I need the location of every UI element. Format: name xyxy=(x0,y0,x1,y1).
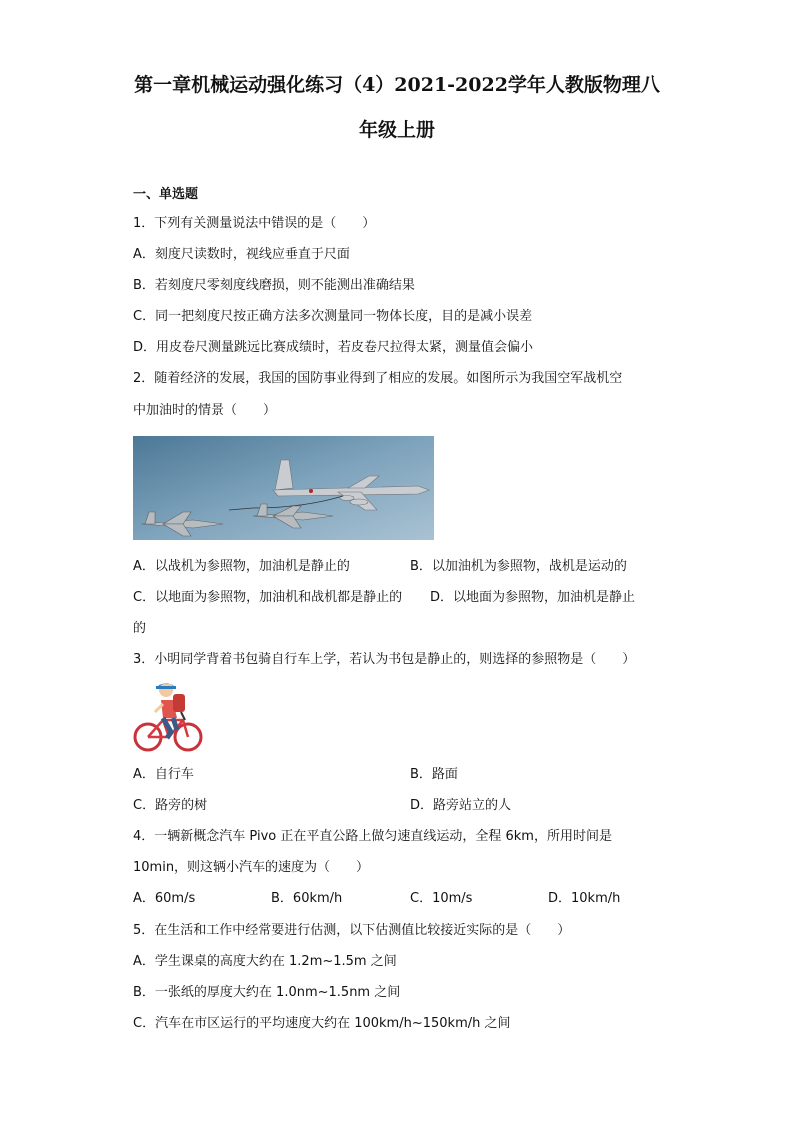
q2-option-a: A．以战机为参照物，加油机是静止的 xyxy=(133,559,350,574)
q2-stem-line2: 中加油时的情景（ ） xyxy=(133,403,277,418)
q2-stem-line1: 2．随着经济的发展，我国的国防事业得到了相应的发展。如图所示为我国空军战机空 xyxy=(133,371,623,386)
q2-option-d-line1: D．以地面为参照物，加油机是静止 xyxy=(430,590,636,605)
q3-stem: 3．小明同学背着书包骑自行车上学，若认为书包是静止的，则选择的参照物是（ ） xyxy=(133,652,636,667)
q5-stem: 5．在生活和工作中经常要进行估测，以下估测值比较接近实际的是（ ） xyxy=(133,923,571,938)
q3-option-c: C．路旁的树 xyxy=(133,798,208,813)
q4-option-a: A．60m/s xyxy=(133,891,196,906)
section-heading: 一、单选题 xyxy=(133,187,199,202)
q5-option-b: B．一张纸的厚度大约在 1.0nm~1.5nm 之间 xyxy=(133,985,401,1000)
q3-option-d: D．路旁站立的人 xyxy=(410,798,512,813)
q2-option-d-line2: 的 xyxy=(133,621,147,636)
q4-stem-line2: 10min，则这辆小汽车的速度为（ ） xyxy=(133,860,370,875)
q2-option-c: C．以地面为参照物，加油机和战机都是静止的 xyxy=(133,590,403,605)
q1-option-a: A．刻度尺读数时，视线应垂直于尺面 xyxy=(133,247,350,262)
page-title-line2: 年级上册 xyxy=(358,119,435,141)
q5-option-c: C．汽车在市区运行的平均速度大约在 100km/h~150km/h 之间 xyxy=(133,1016,511,1031)
page-title-line1: 第一章机械运动强化练习（4）2021-2022学年人教版物理八 xyxy=(134,74,660,96)
q5-option-a: A．学生课桌的高度大约在 1.2m~1.5m 之间 xyxy=(133,954,397,969)
q2-option-b: B．以加油机为参照物，战机是运动的 xyxy=(410,559,627,574)
q4-option-c: C．10m/s xyxy=(410,891,473,906)
q1-option-b: B．若刻度尺零刻度线磨损，则不能测出准确结果 xyxy=(133,278,415,293)
q3-option-a: A．自行车 xyxy=(133,767,194,782)
q4-option-d: D．10km/h xyxy=(548,891,621,906)
q4-stem-line1: 4．一辆新概念汽车 Pivo 正在平直公路上做匀速直线运动，全程 6km，所用时间是 xyxy=(133,829,612,844)
q1-option-d: D．用皮卷尺测量跳远比赛成绩时，若皮卷尺拉得太紧，测量值会偏小 xyxy=(133,340,534,355)
q4-option-b: B．60km/h xyxy=(271,891,343,906)
aerial-refueling-photo xyxy=(133,436,434,540)
cyclist-illustration xyxy=(133,680,203,756)
q1-option-c: C．同一把刻度尺按正确方法多次测量同一物体长度，目的是减小误差 xyxy=(133,309,533,324)
q1-stem: 1．下列有关测量说法中错误的是（ ） xyxy=(133,216,376,231)
q3-option-b: B．路面 xyxy=(410,767,458,782)
